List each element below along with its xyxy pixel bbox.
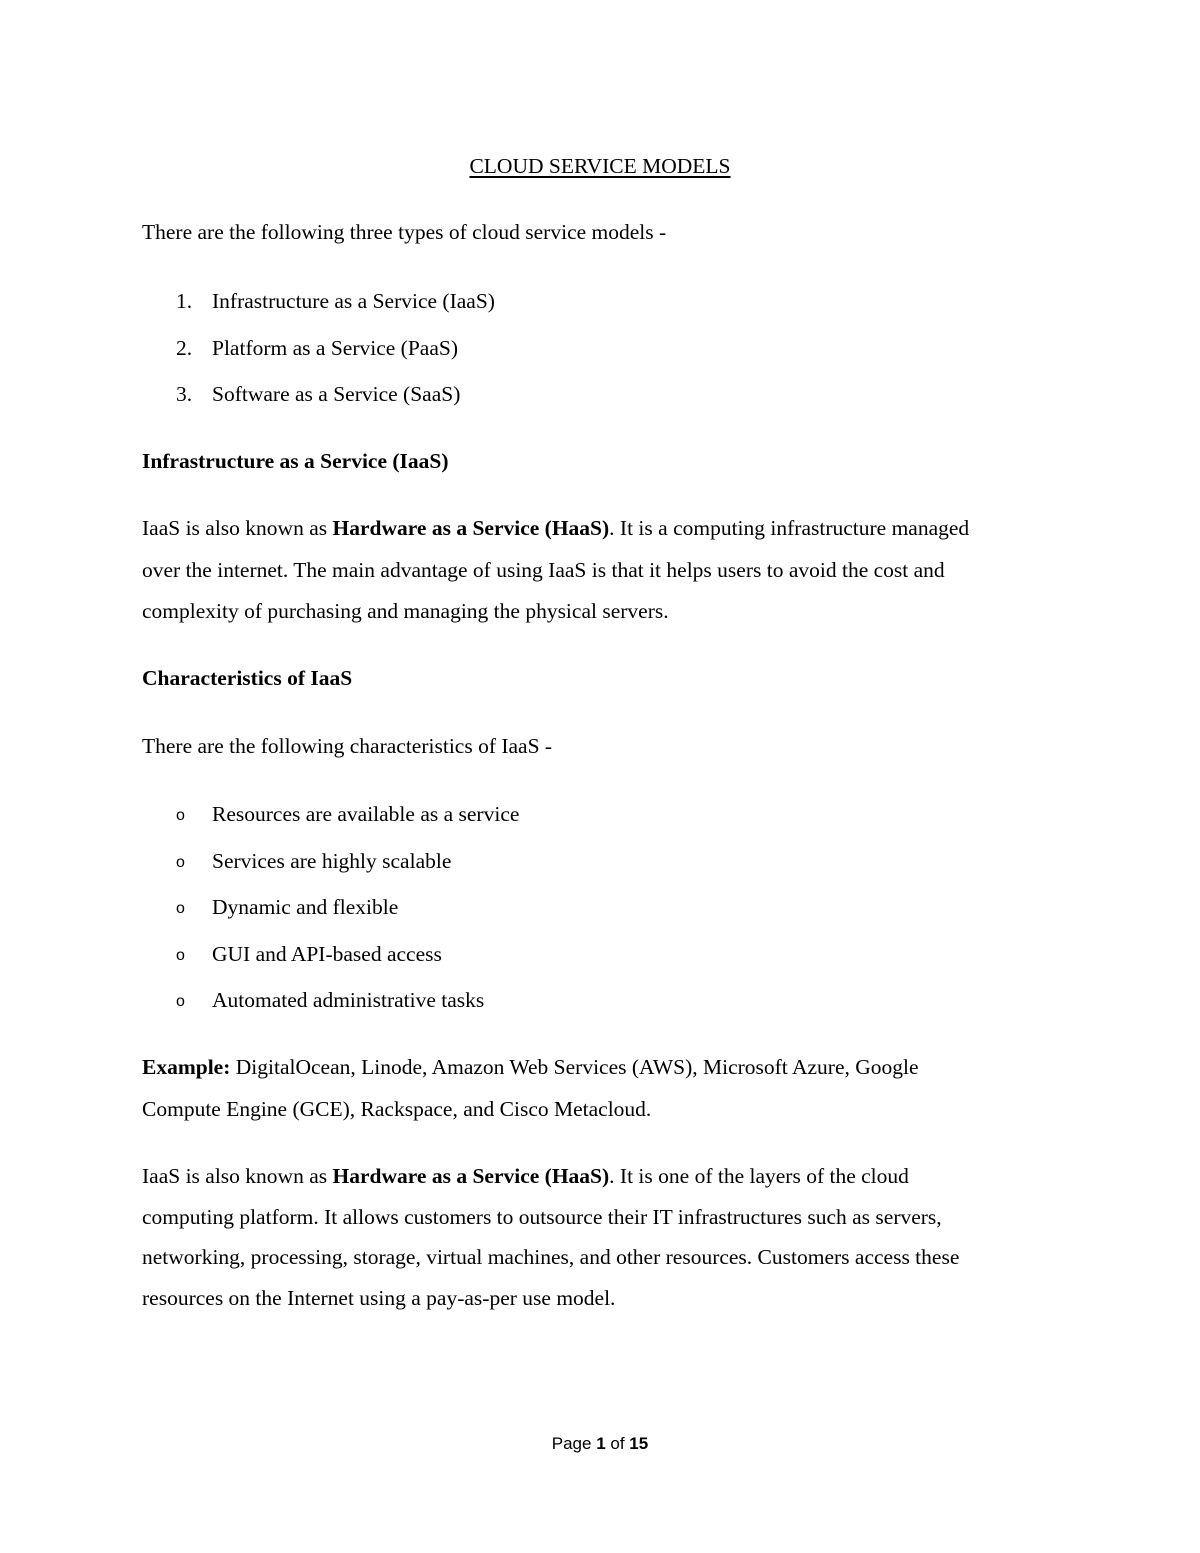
bullet-icon: o [176, 807, 185, 824]
list-item: Platform as a Service (PaaS) [212, 336, 458, 360]
section-heading-iaas: Infrastructure as a Service (IaaS) [142, 449, 449, 473]
bullet-icon: o [176, 854, 185, 871]
paragraph-line: complexity of purchasing and managing the physical servers. [142, 599, 669, 623]
footer-text: Page [551, 1434, 597, 1453]
text-run: DigitalOcean, Linode, Amazon Web Services (AWS), Microsoft Azure, Google [230, 1055, 919, 1079]
paragraph-line [142, 518, 969, 540]
list-number: 2. [176, 336, 193, 360]
page-number: 1 [596, 1434, 606, 1453]
text-run: . It is one of the layers of the cloud [609, 1164, 909, 1188]
list-item: GUI and API-based access [212, 942, 442, 966]
paragraph-line: resources on the Internet using a pay-as-per use model. [142, 1286, 616, 1310]
paragraph-line: over the internet. The main advantage of using IaaS is that it helps users to avoid the cost and [142, 558, 945, 582]
paragraph-line: computing platform. It allows customers to outsource their IT infrastructures such as servers, [142, 1205, 942, 1229]
list-item: Automated administrative tasks [212, 988, 485, 1012]
bold-term: Hardware as a Service (HaaS) [332, 1164, 610, 1188]
bullet-icon: o [176, 993, 185, 1010]
section-heading-characteristics: Characteristics of IaaS [142, 666, 353, 690]
bullet-icon: o [176, 900, 185, 917]
page-total: 15 [629, 1434, 649, 1453]
list-item: Services are highly scalable [212, 849, 452, 873]
intro-text: There are the following three types of cloud service models - [142, 220, 667, 244]
page-footer [0, 1434, 1200, 1454]
list-item: Dynamic and flexible [212, 895, 399, 919]
list-number: 1. [176, 289, 193, 313]
characteristics-intro: There are the following characteristics of IaaS - [142, 734, 553, 758]
paragraph-line: Compute Engine (GCE), Rackspace, and Cisco Metacloud. [142, 1097, 652, 1121]
paragraph-line: networking, processing, storage, virtual machines, and other resources. Customers access these [142, 1245, 960, 1269]
footer-text: of [605, 1434, 630, 1453]
paragraph-line [142, 1166, 909, 1188]
list-item: Resources are available as a service [212, 802, 520, 826]
bold-term: Hardware as a Service (HaaS) [332, 516, 610, 540]
text-run: IaaS is also known as [142, 516, 333, 540]
list-item: Software as a Service (SaaS) [212, 382, 461, 406]
list-item: Infrastructure as a Service (IaaS) [212, 289, 495, 313]
text-run: IaaS is also known as [142, 1164, 333, 1188]
text-run: . It is a computing infrastructure managed [609, 516, 970, 540]
list-number: 3. [176, 382, 193, 406]
page-title: CLOUD SERVICE MODELS [469, 154, 731, 178]
paragraph-line [142, 1057, 919, 1079]
bullet-icon: o [176, 947, 185, 964]
example-label: Example: [142, 1055, 231, 1079]
